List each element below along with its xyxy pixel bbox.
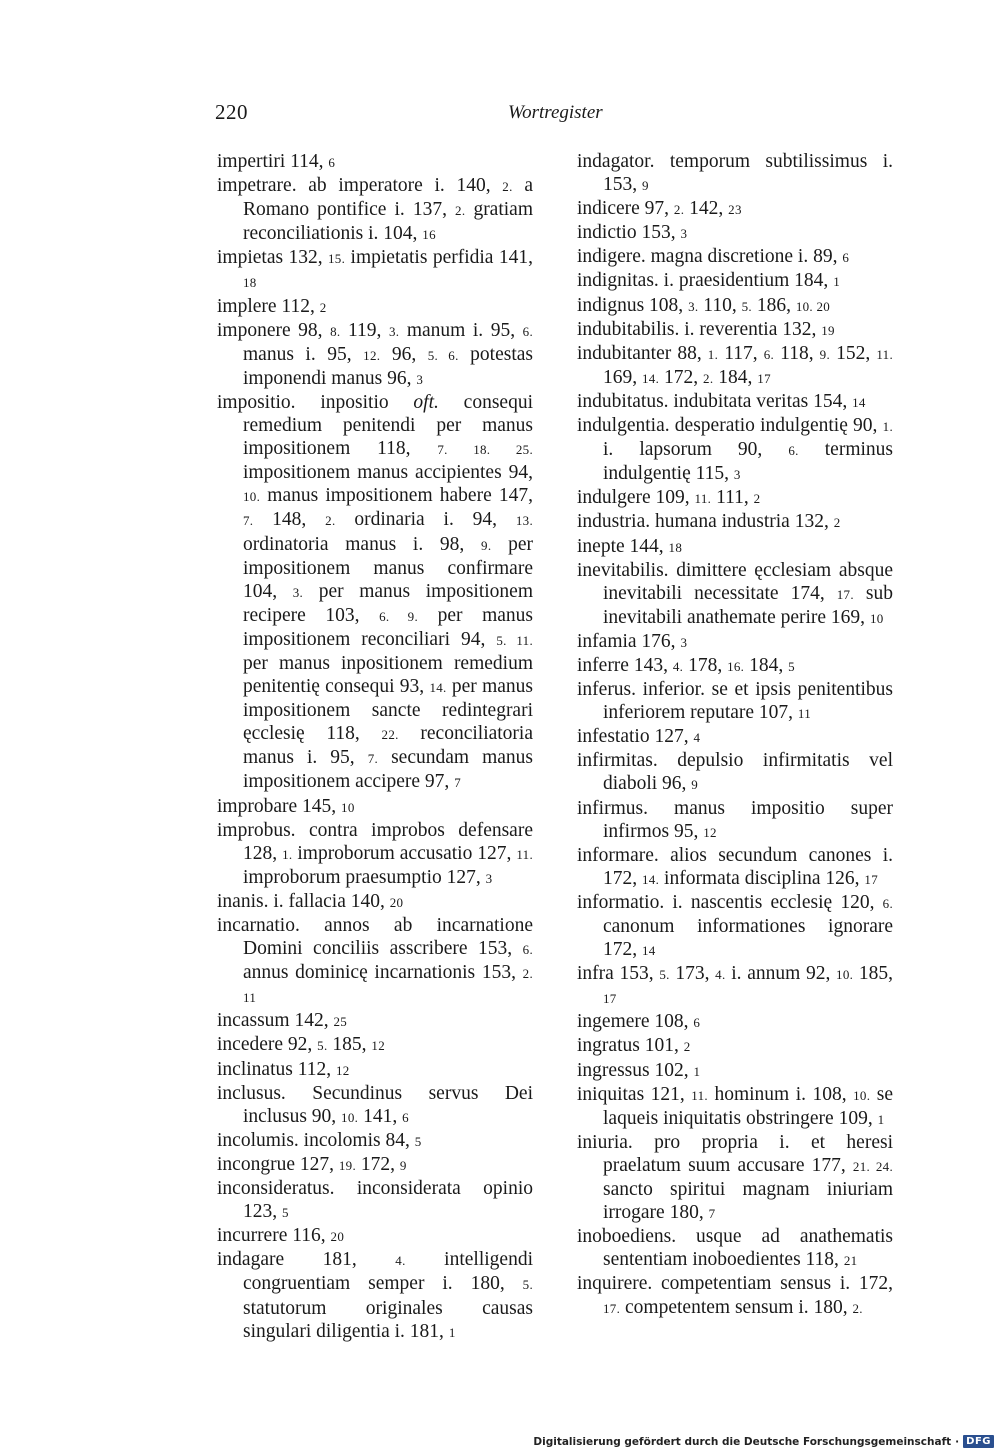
index-entry	[577, 318, 893, 342]
entry-text: i. lapsorum 90,	[603, 439, 789, 461]
entry-text: indulgere 109,	[577, 487, 695, 509]
line-number: 13.	[515, 513, 533, 529]
entry-text: 111,	[711, 487, 754, 509]
entry-text: impertiri 114,	[217, 151, 329, 172]
line-number: 15.	[327, 251, 346, 267]
index-entry	[577, 150, 893, 197]
entry-text: 110,	[698, 294, 742, 316]
index-entry	[217, 819, 533, 890]
index-entry	[217, 319, 533, 391]
line-number: 6.	[522, 942, 533, 958]
line-number: 16.	[727, 658, 745, 674]
index-entry	[577, 891, 893, 962]
line-number: 2	[833, 515, 841, 531]
index-entry	[577, 1131, 893, 1225]
index-entry	[217, 1058, 533, 1082]
entry-text: iniuria. pro propria i. et heresi praelatum suum accusare 177,	[577, 1131, 893, 1176]
index-entry	[577, 342, 893, 390]
entry-text: impositio. inpositio	[217, 391, 414, 413]
index-entry	[577, 294, 893, 318]
line-number: 20	[389, 894, 404, 910]
index-entry	[217, 1082, 533, 1129]
line-number: 1	[877, 1111, 885, 1127]
entry-text: hominum i. 108,	[707, 1083, 854, 1105]
entry-text: potestas imponendi manus 96,	[243, 343, 534, 389]
entry-text: ingemere 108,	[577, 1011, 694, 1033]
entry-text: per manus impositionem recipere 103,	[243, 580, 534, 626]
line-number: 25	[333, 1014, 348, 1030]
line-number: 2	[683, 1039, 691, 1055]
line-number: 2	[319, 299, 327, 315]
entry-text: infamia 176,	[577, 630, 681, 652]
line-number: 1.	[707, 346, 719, 362]
line-number: 10	[341, 799, 355, 815]
running-head: Wortregister	[508, 102, 603, 123]
entry-text: 96,	[380, 343, 428, 365]
index-entry	[577, 654, 893, 678]
index-entry	[217, 1033, 533, 1057]
index-entry	[577, 414, 893, 486]
entry-text: infirmitas. depulsio infirmitatis vel diaboli 96,	[577, 750, 893, 795]
entry-text: inanis. i. fallacia 140,	[217, 890, 390, 912]
entry-text: manum i. 95,	[399, 319, 523, 341]
line-number: 9	[399, 1157, 407, 1173]
line-number: 4.	[715, 967, 726, 983]
entry-text: ingressus 102,	[577, 1059, 694, 1081]
italic-note: oft.	[413, 391, 439, 413]
index-entry	[577, 510, 893, 534]
index-entry	[577, 1083, 893, 1131]
index-column-right	[577, 150, 893, 1320]
line-number: 19	[821, 322, 835, 338]
entry-text: per manus impositionem sancte redintegrari ęcclesię 118,	[243, 676, 534, 745]
line-number: 14	[642, 943, 656, 959]
entry-text: 178,	[683, 654, 728, 676]
line-number: 5.	[659, 967, 670, 983]
line-number: 11.	[516, 846, 533, 862]
entry-text: impositionem manus accipientes 94,	[243, 462, 533, 484]
index-entry	[577, 630, 893, 654]
line-number: 17	[864, 871, 879, 887]
line-number: 6.	[763, 346, 775, 362]
entry-text: sancto spiritui magnam iniuriam irrogare 180,	[603, 1179, 893, 1224]
index-entry	[577, 1225, 893, 1272]
entry-text: intelligendi congruentiam semper i. 180,	[243, 1249, 533, 1295]
line-number: 9.	[481, 537, 492, 553]
line-number: 23	[728, 202, 742, 218]
line-number: 14.	[642, 370, 660, 386]
entry-text: inepte 144,	[577, 535, 669, 557]
entry-text: informatio. i. nascentis ecclesię 120,	[577, 891, 883, 913]
line-number: 2.	[502, 179, 513, 195]
entry-text: inclinatus 112,	[217, 1058, 336, 1080]
line-number: 4.	[672, 658, 684, 674]
index-entry	[217, 150, 533, 174]
footer-dot: ·	[955, 1435, 960, 1448]
line-number: 3	[416, 371, 424, 387]
index-entry	[577, 797, 893, 844]
entry-text: 141,	[358, 1105, 403, 1127]
line-number: 21. 24.	[852, 1158, 893, 1174]
line-number: 17	[757, 370, 771, 386]
line-number: 9	[642, 178, 649, 194]
line-number: 2.	[325, 513, 336, 529]
entry-text: incongrue 127,	[217, 1153, 339, 1175]
line-number: 2.	[703, 370, 714, 386]
entry-text: 169,	[603, 366, 642, 388]
entry-text: incolumis. incolomis 84,	[217, 1129, 415, 1151]
entry-text: incassum 142,	[217, 1010, 334, 1032]
line-number: 14.	[429, 680, 447, 696]
entry-text: inconsideratus. inconsiderata opinio 123,	[217, 1178, 533, 1223]
entry-text: indictio 153,	[577, 222, 681, 244]
line-number: 8.	[330, 323, 341, 339]
line-number: 6	[842, 250, 850, 266]
entry-text: industria. humana industria 132,	[577, 511, 834, 533]
entry-text: inferus. inferior. se et ipsis penitentibus inferiorem reputare 107,	[577, 679, 893, 724]
entry-text: informata disciplina 126,	[659, 867, 865, 889]
entry-text: ordinatoria manus i. 98,	[243, 533, 482, 555]
entry-text: impetrare. ab imperatore i. 140,	[217, 175, 503, 197]
entry-text: incedere 92,	[217, 1034, 318, 1056]
entry-text: per manus inpositionem remedium penitentię consequi 93,	[243, 652, 533, 698]
digitization-footer	[533, 1435, 994, 1448]
line-number: 3	[680, 634, 688, 650]
entry-text: 185,	[853, 963, 893, 985]
entry-text: 118,	[774, 342, 820, 364]
entry-text: 173,	[669, 963, 716, 985]
line-number: 14	[852, 394, 866, 410]
entry-text: impietatis perfidia 141,	[345, 247, 533, 269]
line-number: 5	[282, 1205, 289, 1221]
entry-text: indubitabilis. i. reverentia 132,	[577, 318, 822, 340]
line-number: 18	[243, 275, 257, 291]
line-number: 2.	[455, 203, 466, 219]
line-number: 6. 9.	[379, 608, 419, 624]
entry-text: per impositionem manus confirmare 104,	[243, 533, 533, 602]
line-number: 1	[448, 1324, 456, 1340]
entry-text: inquirere. competentiam sensus i. 172,	[577, 1273, 893, 1295]
entry-text: inclusus. Secundinus servus Dei inclusus 90,	[217, 1082, 533, 1127]
line-number: 9	[691, 777, 699, 793]
index-entry	[577, 221, 893, 245]
index-entry	[217, 1224, 533, 1248]
line-number: 11.	[691, 1087, 708, 1103]
entry-text: indagator. temporum subtilissimus i. 153,	[577, 151, 893, 196]
entry-text: infirmus. manus impositio super infirmos 95,	[577, 797, 893, 842]
line-number: 10.	[836, 967, 854, 983]
line-number: 7. 18. 25.	[437, 442, 533, 458]
entry-text: impietas 132,	[217, 247, 328, 269]
entry-text: sub inevitabili anathemate perire 169,	[603, 582, 893, 628]
entry-text: infra 153,	[577, 963, 660, 985]
entry-text: manus impositionem habere 147,	[260, 485, 533, 507]
index-entry	[217, 295, 533, 319]
line-number: 3.	[688, 298, 699, 314]
entry-text: 185,	[327, 1034, 372, 1056]
entry-text: imponere 98,	[217, 319, 331, 341]
line-number: 17.	[836, 586, 854, 602]
line-number: 3	[680, 226, 688, 242]
line-number: 2. 11	[243, 966, 533, 1006]
entry-text: reconciliatoria manus i. 95,	[243, 723, 533, 769]
dfg-logo: DFG	[963, 1435, 994, 1448]
line-number: 1	[833, 274, 840, 290]
entry-text: canonum informationes ignorare 172,	[603, 916, 893, 961]
line-number: 3	[485, 870, 493, 886]
entry-text: terminus indulgentię 115,	[603, 439, 893, 485]
line-number: 17	[603, 991, 617, 1007]
line-number: 11.	[694, 491, 712, 507]
line-number: 20	[330, 1229, 345, 1245]
index-entry	[217, 795, 533, 819]
line-number: 11	[797, 706, 812, 722]
entry-text: indignus 108,	[577, 294, 689, 316]
entry-text: indigere. magna discretione i. 89,	[577, 246, 843, 268]
index-entry	[217, 1177, 533, 1224]
entry-text: indubitanter 88,	[577, 342, 708, 364]
line-number: 10.	[853, 1087, 871, 1103]
line-number: 10.	[243, 489, 261, 505]
index-column-left	[217, 150, 533, 1344]
index-entry	[577, 486, 893, 510]
index-entry	[577, 390, 893, 414]
line-number: 3.	[292, 584, 304, 600]
index-entry	[217, 914, 533, 1009]
entry-text: 172,	[659, 366, 704, 388]
line-number: 5.	[741, 298, 752, 314]
index-entry	[577, 1059, 893, 1083]
entry-text: inoboediens. usque ad anathematis sententiam inoboedientes 118,	[577, 1226, 893, 1271]
index-entry	[577, 678, 893, 725]
entry-text: 119,	[340, 319, 389, 341]
line-number: 12	[335, 1062, 350, 1078]
index-entry	[577, 245, 893, 269]
entry-text: 142,	[684, 198, 729, 220]
line-number: 14.	[642, 871, 660, 887]
line-number: 12	[703, 824, 717, 840]
entry-text: implere 112,	[217, 295, 320, 317]
line-number: 17.	[603, 1300, 621, 1316]
index-entry	[217, 391, 533, 795]
entry-text: consequi remedium penitendi per manus impositionem 118,	[243, 391, 533, 460]
entry-text: annus dominicę incarnationis 153,	[243, 962, 523, 984]
entry-text: se laqueis iniquitatis obstringere 109,	[603, 1083, 894, 1129]
entry-text: 172,	[356, 1153, 400, 1175]
line-number: 18	[668, 539, 683, 555]
entry-text: competentem sensum i. 180,	[620, 1296, 853, 1318]
line-number: 5	[788, 658, 795, 674]
entry-text: indignitas. i. praesidentium 184,	[577, 270, 834, 292]
entry-text: improbare 145,	[217, 795, 342, 817]
entry-text: 148,	[253, 509, 326, 531]
footer-credit: Digitalisierung gefördert durch die Deutsche Forschungsgemeinschaft	[533, 1435, 952, 1448]
line-number: 19.	[338, 1157, 357, 1173]
line-number: 5. 11.	[496, 632, 533, 648]
entry-text: a Romano pontifice i. 137,	[243, 175, 533, 221]
entry-text: infestatio 127,	[577, 726, 694, 748]
entry-text: ingratus 101,	[577, 1035, 684, 1057]
entry-text: 152,	[830, 342, 877, 364]
line-number: 4.	[395, 1253, 406, 1269]
line-number: 2.	[852, 1300, 863, 1316]
entry-text: improborum praesumptio 127,	[243, 866, 486, 888]
line-number: 16	[422, 227, 436, 243]
line-number: 22.	[381, 727, 399, 743]
index-entry	[577, 197, 893, 221]
entry-text: 186,	[751, 294, 796, 316]
line-number: 11.	[876, 346, 893, 362]
index-entry	[577, 749, 893, 796]
line-number: 5.	[522, 1277, 533, 1293]
line-number: 3	[733, 467, 741, 483]
line-number: 1.	[282, 846, 293, 862]
line-number: 7.	[243, 513, 254, 529]
entry-text: incarnatio. annos ab incarnatione Domini conciliis asscribere 153,	[217, 915, 533, 960]
entry-text: inferre 143,	[577, 654, 673, 676]
index-entry	[217, 890, 533, 914]
line-number: 10.	[341, 1109, 359, 1125]
entry-text: iniquitas 121,	[577, 1083, 692, 1105]
line-number: 3.	[388, 323, 400, 339]
line-number: 6.	[882, 895, 893, 911]
entry-text: 184,	[744, 654, 789, 676]
line-number: 9.	[819, 346, 831, 362]
index-entry	[217, 1129, 533, 1153]
entry-text: ordinaria i. 94,	[335, 509, 516, 531]
entry-text: indubitatus. indubitata veritas 154,	[577, 390, 853, 412]
line-number: 10	[869, 610, 884, 626]
line-number: 6.	[522, 323, 533, 339]
entry-text: indicere 97,	[577, 198, 674, 220]
index-entry	[217, 1009, 533, 1033]
entry-text: per manus impositionem reconciliari 94,	[243, 604, 534, 650]
entry-text: 117,	[718, 342, 764, 364]
line-number: 6	[693, 1015, 701, 1031]
line-number: 1	[693, 1063, 701, 1079]
page-number: 220	[215, 100, 248, 124]
index-entry	[577, 1010, 893, 1034]
entry-text: statutorum originales causas singulari diligentia i. 181,	[243, 1297, 533, 1342]
index-entry	[577, 725, 893, 749]
entry-text: incurrere 116,	[217, 1225, 331, 1247]
index-entry	[577, 844, 893, 891]
line-number: 6	[328, 155, 336, 170]
line-number: 12.	[363, 347, 381, 363]
line-number: 6.	[788, 443, 799, 459]
index-entry	[577, 269, 893, 293]
index-entry	[217, 1248, 533, 1343]
line-number: 5. 6.	[427, 347, 459, 363]
line-number: 7	[708, 1206, 716, 1222]
line-number: 2.	[673, 202, 685, 218]
entry-text: secundam manus impositionem accipere 97,	[243, 747, 533, 793]
entry-text: indulgentia. desperatio indulgentię 90,	[577, 415, 883, 437]
entry-text: inevitabilis. dimittere ęcclesiam absque inevitabili necessitate 174,	[577, 559, 893, 604]
index-entry	[577, 559, 893, 630]
line-number: 6	[402, 1109, 409, 1125]
entry-text: indagare 181,	[217, 1249, 396, 1271]
index-entry	[577, 1272, 893, 1319]
index-entry	[217, 174, 533, 246]
line-number: 4	[693, 730, 701, 746]
entry-text: informare. alios secundum canones i. 172,	[577, 844, 893, 889]
line-number: 5.	[317, 1038, 328, 1054]
line-number: 5	[414, 1133, 422, 1149]
entry-text: improbus. contra improbos defensare 128,	[217, 819, 533, 864]
line-number: 2	[753, 491, 761, 507]
line-number: 7.	[367, 751, 379, 767]
line-number: 21	[843, 1253, 858, 1269]
index-entry	[217, 246, 533, 294]
line-number: 1.	[882, 419, 893, 435]
line-number: 7	[454, 775, 461, 791]
index-entry	[577, 535, 893, 559]
entry-text: gratiam reconciliationis i. 104,	[243, 199, 534, 245]
entry-text: 184,	[713, 366, 758, 388]
entry-text: improborum accusatio 127,	[292, 842, 517, 864]
entry-text: i. annum 92,	[725, 963, 837, 985]
index-entry	[577, 1034, 893, 1058]
index-entry	[577, 962, 893, 1010]
entry-text: manus i. 95,	[243, 343, 364, 365]
line-number: 12	[371, 1038, 386, 1054]
index-entry	[217, 1153, 533, 1177]
line-number: 10. 20	[795, 298, 831, 314]
